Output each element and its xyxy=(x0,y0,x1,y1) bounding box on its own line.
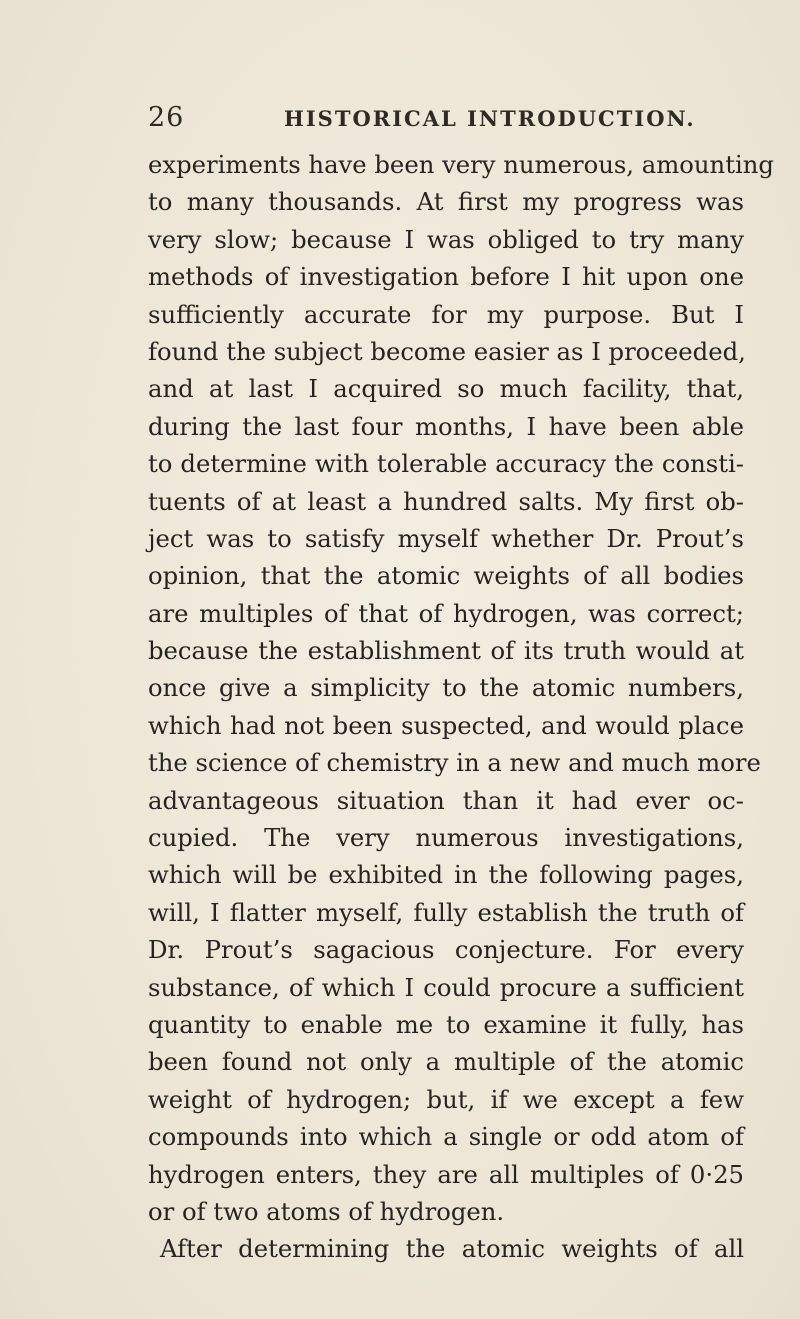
text-line: and at last I acquired so much facility, that, xyxy=(148,374,744,404)
page-number: 26 xyxy=(148,102,185,133)
text-line: which will be exhibited in the following pages, xyxy=(148,860,744,890)
text-line: or of two atoms of hydrogen. xyxy=(148,1196,505,1226)
text-line: hydrogen enters, they are all multiples of 0·25 xyxy=(148,1159,744,1189)
text-line: advantageous situation than it had ever oc- xyxy=(148,785,744,815)
text-line: found the subject become easier as I proceeded, xyxy=(148,336,746,366)
text-line: quantity to enable me to examine it fully, has xyxy=(148,1009,744,1039)
text-line: to many thousands. At first my progress was xyxy=(148,187,744,217)
text-line: very slow; because I was obliged to try many xyxy=(148,224,744,254)
text-line: the science of chemistry in a new and much more xyxy=(148,748,761,778)
text-line: ject was to satisfy myself whether Dr. Prout’s xyxy=(148,523,744,553)
text-line: because the establishment of its truth would at xyxy=(148,636,744,666)
text-line: After determining the atomic weights of all xyxy=(160,1234,744,1264)
running-head xyxy=(148,100,748,140)
text-line: Dr. Prout’s sagacious conjecture. For every xyxy=(148,935,744,965)
running-title: HISTORICAL INTRODUCTION. xyxy=(284,106,696,131)
text-line: been found not only a multiple of the atomic xyxy=(148,1047,744,1077)
text-line: to determine with tolerable accuracy the consti- xyxy=(148,449,744,479)
text-line: which had not been suspected, and would place xyxy=(148,710,744,740)
text-line: will, I flatter myself, fully establish the truth of xyxy=(148,897,744,927)
text-line: experiments have been very numerous, amounting xyxy=(148,150,774,179)
text-line: compounds into which a single or odd atom of xyxy=(148,1122,744,1152)
text-line: during the last four months, I have been able xyxy=(148,411,744,441)
body-text xyxy=(148,146,774,1268)
text-line: weight of hydrogen; but, if we except a few xyxy=(148,1084,744,1114)
text-line: once give a simplicity to the atomic numbers, xyxy=(148,673,744,703)
text-line: are multiples of that of hydrogen, was correct; xyxy=(148,598,744,628)
text-line: opinion, that the atomic weights of all bodies xyxy=(148,561,744,591)
text-line: methods of investigation before I hit upon one xyxy=(148,262,744,292)
text-line: cupied. The very numerous investigations, xyxy=(148,823,744,853)
text-line: tuents of at least a hundred salts. My first ob- xyxy=(148,486,744,516)
text-line: substance, of which I could procure a sufficient xyxy=(148,972,744,1002)
text-line: sufficiently accurate for my purpose. But I xyxy=(148,299,744,329)
